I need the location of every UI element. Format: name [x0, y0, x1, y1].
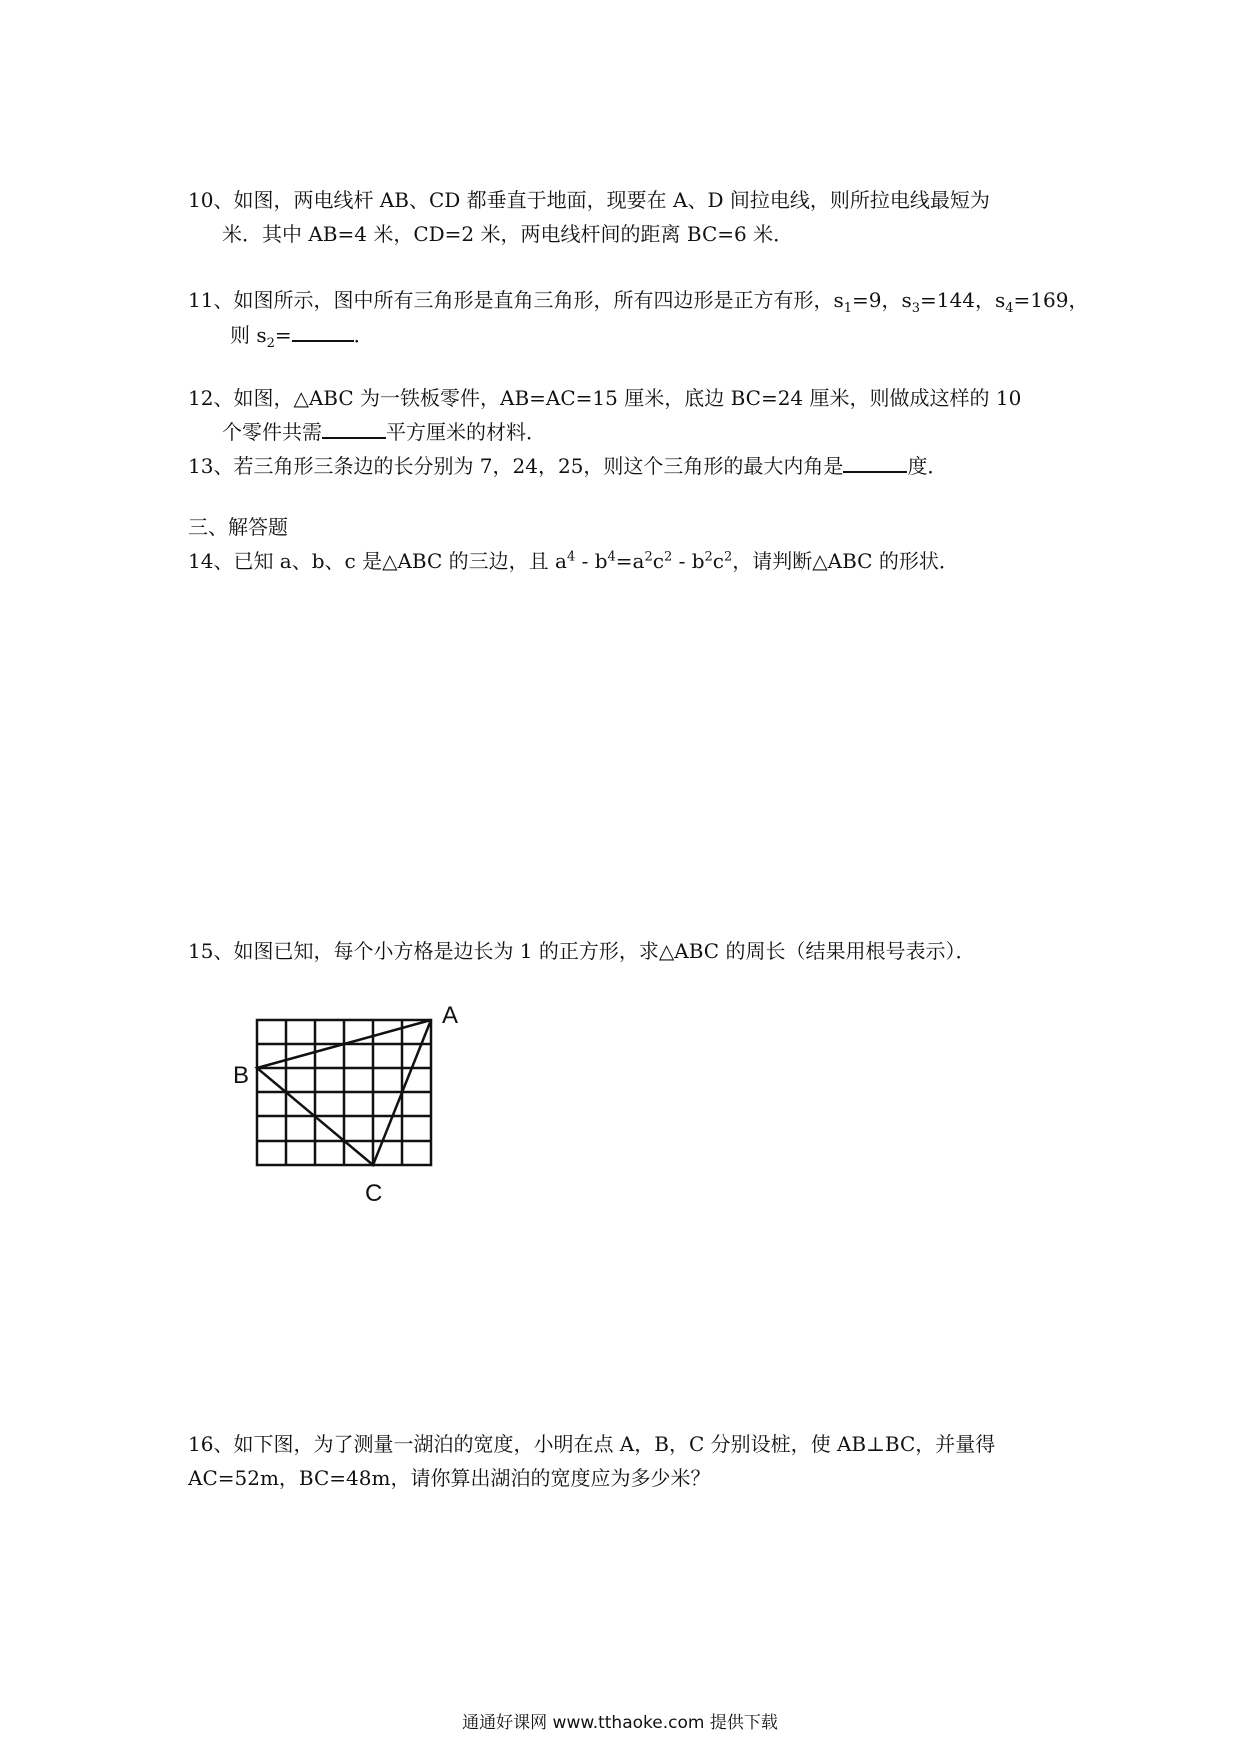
q16-line1: 16、如下图，为了测量一湖泊的宽度，小明在点 A，B，C 分别设桩，使 AB⊥BC，并量得 — [188, 1432, 996, 1456]
q11-line2-end: ． — [353, 323, 374, 347]
q14-part-e: - b — [672, 549, 705, 573]
q13-line — [188, 449, 947, 480]
q11-s3-val: =144， — [920, 288, 995, 312]
q11-s4-val: =169， — [1013, 288, 1089, 312]
q11-answer-blank — [292, 318, 354, 342]
q13-text-b: 度． — [907, 454, 948, 478]
q11-s3-sub: 3 — [911, 301, 921, 316]
q14-part-g: ，请判断△ABC 的形状． — [732, 549, 959, 573]
q11-s2-sub: 2 — [266, 336, 275, 351]
q12-line2 — [222, 415, 546, 446]
q11-line2 — [230, 318, 374, 349]
q12-answer-blank — [322, 415, 386, 439]
q14-exp-3: 2 — [644, 549, 653, 565]
q14-exp-1: 4 — [566, 549, 576, 565]
q11-line1 — [188, 286, 1088, 314]
q14-line — [188, 547, 959, 575]
q11-s3: s — [901, 288, 912, 312]
q10-line2: 米．其中 AB=4 米，CD=2 米，两电线杆间的距离 BC=6 米． — [222, 222, 794, 246]
q15-line: 15、如图已知，每个小方格是边长为 1 的正方形，求△ABC 的周长（结果用根号表示）． — [188, 939, 976, 963]
q16-line2: AC=52m，BC=48m，请你算出湖泊的宽度应为多少米？ — [188, 1466, 711, 1490]
q14-part-a: 14、已知 a、b、c 是△ABC 的三边，且 a — [188, 549, 567, 573]
q14-exp-6: 2 — [724, 549, 733, 565]
q11-s4-sub: 4 — [1005, 301, 1014, 316]
q15-figure — [230, 1000, 470, 1214]
q14-part-c: =a — [615, 549, 645, 573]
q11-lead: 11、如图所示，图中所有三角形是直角三角形，所有四边形是正方有形， — [188, 288, 834, 312]
q14-part-b: - b — [575, 549, 608, 573]
q14-exp-5: 2 — [704, 549, 713, 565]
q15-grid-figure — [230, 1000, 470, 1210]
q11-line2-prefix: 则 s — [230, 323, 267, 347]
q11-line2-eq: = — [274, 323, 292, 347]
q13-answer-blank — [843, 449, 907, 473]
q12-line2-a: 个零件共需 — [222, 420, 322, 444]
section-heading: 三、解答题 — [188, 515, 288, 539]
q12-line1: 12、如图，△ABC 为一铁板零件，AB=AC=15 厘米，底边 BC=24 厘米，则做成这样的 10 — [188, 386, 1022, 410]
q13-text-a: 13、若三角形三条边的长分别为 7，24，25，则这个三角形的最大内角是 — [188, 454, 844, 478]
q11-s1-sub: 1 — [843, 301, 852, 316]
page-footer: 通通好课网 www.tthaoke.com 提供下载 — [462, 1713, 778, 1733]
q14-exp-4: 2 — [663, 549, 673, 565]
point-label-a: A — [442, 1002, 459, 1029]
q11-s4: s — [994, 288, 1006, 312]
q11-s1: s — [833, 288, 844, 312]
q12-line2-b: 平方厘米的材料． — [386, 420, 546, 444]
q14-part-d: c — [652, 549, 664, 573]
q11-s1-val: =9， — [852, 288, 902, 312]
point-label-b: B — [233, 1062, 250, 1089]
q14-exp-2: 4 — [607, 549, 616, 565]
point-label-c: C — [365, 1180, 383, 1207]
q14-part-f: c — [712, 549, 724, 573]
q10-line1: 10、如图，两电线杆 AB、CD 都垂直于地面，现要在 A、D 间拉电线，则所拉电线最短为 — [188, 188, 990, 212]
